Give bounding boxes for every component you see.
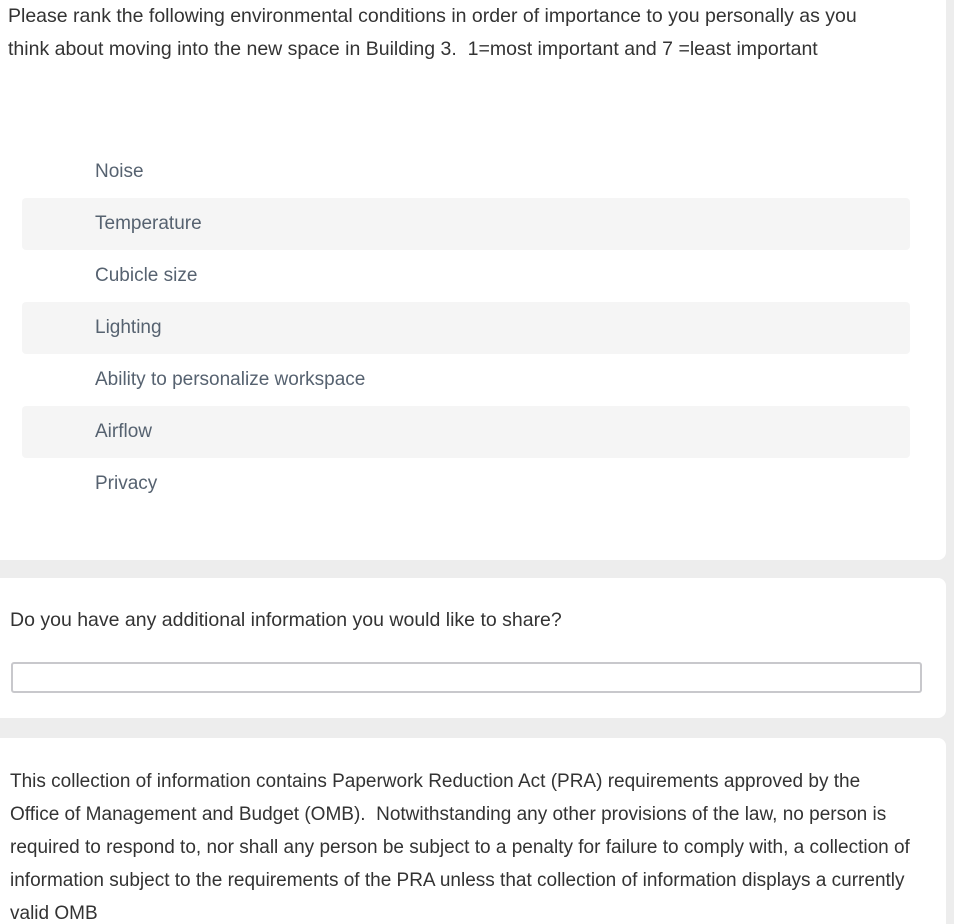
- rank-option-list: [22, 146, 910, 510]
- rank-option-label: Temperature: [95, 213, 202, 234]
- text-question-title: Do you have any additional information you would like to share?: [10, 609, 562, 631]
- rank-option-label: Cubicle size: [95, 265, 198, 286]
- rank-option-row[interactable]: [22, 198, 910, 250]
- rank-option-row[interactable]: [22, 146, 910, 198]
- rank-option-row[interactable]: [22, 458, 910, 510]
- pra-notice-card: [0, 738, 946, 924]
- rank-option-row[interactable]: [22, 406, 910, 458]
- rank-option-label: Privacy: [95, 473, 158, 494]
- text-question-card: [0, 578, 946, 718]
- rank-option-row[interactable]: [22, 302, 910, 354]
- ranking-question-title: Please rank the following environmental conditions in order of importance to you personally as you think about moving into the new space in Building 3. 1=most important and 7 =least important: [8, 5, 863, 60]
- rank-option-label: Lighting: [95, 317, 162, 338]
- pra-notice-text: This collection of information contains Paperwork Reduction Act (PRA) requirements approved by the Office of Management and Budget (OMB). Notwithstanding any other provisions of the law, no person is required to respond to, nor shall any person be subject to a penalty for failure to comply with, a collection of information subject to the requirements of the PRA unless that collection of information displays a currently valid OMB: [10, 771, 916, 924]
- rank-option-label: Noise: [95, 161, 144, 182]
- rank-option-row[interactable]: [22, 354, 910, 406]
- rank-option-label: Ability to personalize workspace: [95, 369, 366, 390]
- answer-input[interactable]: [11, 662, 922, 693]
- rank-option-label: Airflow: [95, 421, 153, 442]
- rank-option-row[interactable]: [22, 250, 910, 302]
